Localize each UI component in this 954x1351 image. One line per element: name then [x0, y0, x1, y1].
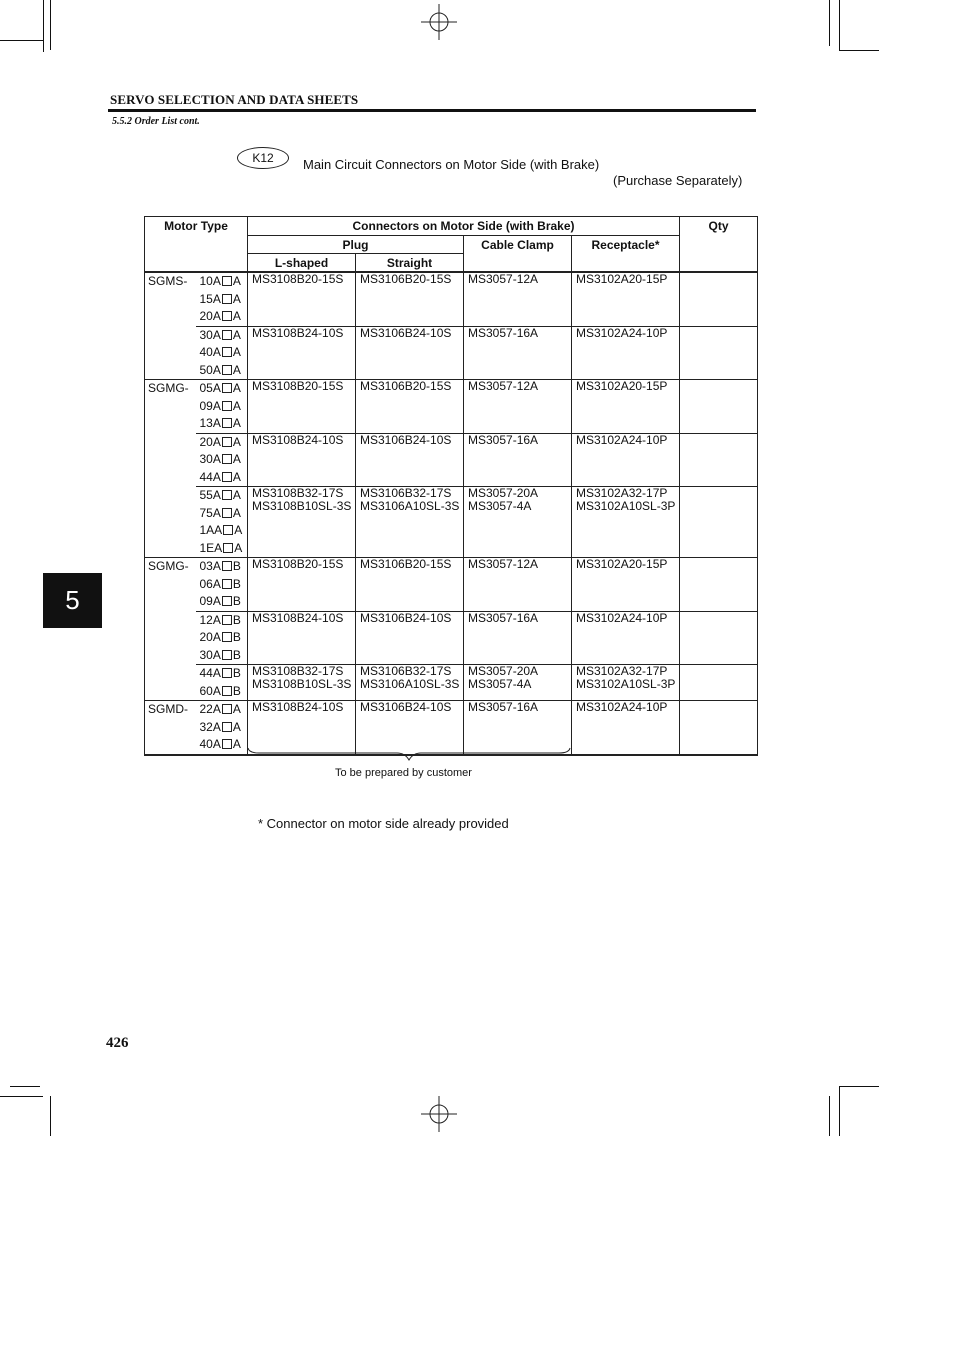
straight-cell: MS3106B32-17S MS3106A10SL-3S [356, 665, 464, 701]
l-shaped-cell: MS3108B24-10S [248, 611, 356, 665]
cable-clamp-cell: MS3057-12A [464, 380, 572, 434]
crop-mark [10, 1086, 40, 1087]
l-shaped-cell: MS3108B20-15S [248, 558, 356, 612]
table-row [145, 558, 758, 612]
model-list [196, 558, 248, 612]
model-code: 30A B [199, 647, 241, 662]
registration-mark-icon [421, 1096, 457, 1132]
model-list [196, 665, 248, 701]
placeholder-box-icon [222, 276, 232, 286]
placeholder-box-icon [222, 472, 232, 482]
placeholder-box-icon [222, 722, 232, 732]
section-title: SERVO SELECTION AND DATA SHEETS [110, 92, 359, 107]
registration-mark-icon [421, 4, 457, 40]
placeholder-box-icon [222, 561, 232, 571]
model-code: 75A A [199, 505, 241, 520]
header-straight: Straight [356, 254, 464, 273]
model-code: 09A B [199, 594, 241, 608]
model-code: 22A A [199, 702, 241, 716]
cable-clamp-cell: MS3057-20A MS3057-4A [464, 487, 572, 558]
qty-cell [680, 611, 758, 665]
table-row [145, 272, 758, 326]
model-code: 10A A [199, 274, 241, 288]
placeholder-box-icon [222, 490, 232, 500]
model-code: 03A B [199, 559, 241, 573]
model-code: 44A B [199, 666, 241, 680]
model-code: 05A A [199, 381, 241, 395]
chapter-tab: 5 [43, 573, 102, 628]
connector-table [144, 216, 758, 756]
placeholder-box-icon [222, 401, 232, 411]
cable-clamp-cell: MS3057-16A [464, 611, 572, 665]
l-shaped-cell: MS3108B20-15S [248, 272, 356, 326]
qty-cell [680, 665, 758, 701]
receptacle-cell: MS3102A24-10P [572, 611, 680, 665]
crop-mark [839, 1086, 879, 1087]
footnote: * Connector on motor side already provided [258, 816, 509, 831]
receptacle-cell: MS3102A24-10P [572, 326, 680, 380]
crop-mark [839, 0, 840, 50]
table-row [145, 487, 758, 558]
placeholder-box-icon [222, 632, 232, 642]
header-qty: Qty [680, 217, 758, 273]
cable-clamp-cell: MS3057-12A [464, 272, 572, 326]
header-cable-clamp: Cable Clamp [464, 236, 572, 273]
receptacle-cell: MS3102A32-17P MS3102A10SL-3P [572, 487, 680, 558]
straight-cell: MS3106B24-10S [356, 611, 464, 665]
model-code: 09A A [199, 398, 241, 413]
cable-clamp-cell: MS3057-16A [464, 433, 572, 487]
placeholder-box-icon [222, 418, 232, 428]
model-list [196, 326, 248, 380]
placeholder-box-icon [222, 311, 232, 321]
receptacle-cell: MS3102A20-15P [572, 558, 680, 612]
model-code: 32A A [199, 719, 241, 734]
receptacle-cell: MS3102A32-17P MS3102A10SL-3P [572, 665, 680, 701]
model-code: 44A A [199, 469, 241, 484]
qty-cell [680, 558, 758, 612]
model-list [196, 380, 248, 434]
model-code: 15A A [199, 291, 241, 306]
receptacle-cell: MS3102A24-10P [572, 433, 680, 487]
straight-cell: MS3106B24-10S [356, 326, 464, 380]
model-code: 12A B [199, 612, 241, 627]
model-code: 55A A [199, 488, 241, 502]
qty-cell [680, 487, 758, 558]
placeholder-box-icon [222, 650, 232, 660]
placeholder-box-icon [222, 365, 232, 375]
crop-mark [0, 1096, 43, 1097]
straight-cell: MS3106B20-15S [356, 558, 464, 612]
placeholder-box-icon [222, 668, 232, 678]
placeholder-box-icon [222, 347, 232, 357]
crop-mark [50, 1096, 51, 1136]
qty-cell [680, 701, 758, 755]
receptacle-cell: MS3102A20-15P [572, 380, 680, 434]
table-row [145, 611, 758, 665]
model-code: 20A A [199, 309, 241, 323]
table-heading: Main Circuit Connectors on Motor Side (with Brake) [303, 157, 600, 172]
table-row [145, 380, 758, 434]
table-row [145, 326, 758, 380]
crop-mark [43, 0, 44, 52]
purchase-note: (Purchase Separately) [613, 173, 743, 188]
model-code: 30A A [199, 452, 241, 466]
header-motor-type: Motor Type [145, 217, 248, 273]
crop-mark [0, 40, 43, 41]
placeholder-box-icon [222, 704, 232, 714]
cable-clamp-cell: MS3057-16A [464, 326, 572, 380]
straight-cell: MS3106B32-17S MS3106A10SL-3S [356, 487, 464, 558]
l-shaped-cell: MS3108B24-10S [248, 701, 356, 755]
model-code: 1AA A [199, 523, 243, 537]
page-number: 426 [106, 1035, 129, 1051]
placeholder-box-icon [222, 437, 232, 447]
straight-cell: MS3106B20-15S [356, 380, 464, 434]
model-code: 40A A [199, 345, 241, 359]
crop-mark [50, 0, 51, 50]
cable-clamp-cell: MS3057-12A [464, 558, 572, 612]
model-code: 1EA A [199, 540, 243, 555]
placeholder-box-icon [223, 543, 233, 553]
model-code: 20A A [199, 434, 241, 449]
straight-cell: MS3106B24-10S [356, 433, 464, 487]
model-code: 13A A [199, 416, 241, 430]
model-list [196, 701, 248, 755]
series-name: SGMD- [145, 701, 196, 755]
placeholder-box-icon [222, 686, 232, 696]
placeholder-box-icon [222, 596, 232, 606]
model-code: 60A B [199, 683, 241, 698]
model-list [196, 433, 248, 487]
crop-mark [829, 0, 830, 46]
series-name: SGMG- [145, 380, 196, 558]
table-row [145, 665, 758, 701]
header-rule [108, 109, 756, 112]
placeholder-box-icon [222, 579, 232, 589]
model-code: 20A B [199, 630, 241, 644]
header-plug: Plug [248, 236, 464, 254]
cable-clamp-cell: MS3057-20A MS3057-4A [464, 665, 572, 701]
receptacle-cell: MS3102A20-15P [572, 272, 680, 326]
model-list [196, 487, 248, 558]
qty-cell [680, 433, 758, 487]
qty-cell [680, 326, 758, 380]
model-list [196, 272, 248, 326]
l-shaped-cell: MS3108B24-10S [248, 326, 356, 380]
table-row [145, 433, 758, 487]
crop-mark [839, 1086, 840, 1136]
l-shaped-cell: MS3108B24-10S [248, 433, 356, 487]
placeholder-box-icon [222, 383, 232, 393]
subsection-label: 5.5.2 Order List cont. [112, 116, 200, 127]
placeholder-box-icon [223, 525, 233, 535]
cable-clamp-cell: MS3057-16A [464, 701, 572, 755]
series-name: SGMS- [145, 272, 196, 380]
brace-icon [247, 746, 572, 766]
l-shaped-cell: MS3108B32-17S MS3108B10SL-3S [248, 487, 356, 558]
header-l-shaped: L-shaped [248, 254, 356, 273]
placeholder-box-icon [222, 615, 232, 625]
model-code: 40A A [199, 737, 241, 751]
model-code: 06A B [199, 576, 241, 591]
brace-label: To be prepared by customer [335, 767, 472, 779]
header-connectors: Connectors on Motor Side (with Brake) [248, 217, 680, 236]
l-shaped-cell: MS3108B32-17S MS3108B10SL-3S [248, 665, 356, 701]
qty-cell [680, 272, 758, 326]
placeholder-box-icon [222, 739, 232, 749]
model-code: 50A A [199, 362, 241, 377]
model-code: 30A A [199, 327, 241, 342]
crop-mark [839, 50, 879, 51]
crop-mark [829, 1096, 830, 1136]
series-name: SGMG- [145, 558, 196, 701]
item-badge: K12 [237, 147, 289, 169]
receptacle-cell: MS3102A24-10P [572, 701, 680, 755]
model-list [196, 611, 248, 665]
placeholder-box-icon [222, 508, 232, 518]
placeholder-box-icon [222, 294, 232, 304]
header-receptacle: Receptacle* [572, 236, 680, 273]
straight-cell: MS3106B20-15S [356, 272, 464, 326]
placeholder-box-icon [222, 330, 232, 340]
straight-cell: MS3106B24-10S [356, 701, 464, 755]
qty-cell [680, 380, 758, 434]
l-shaped-cell: MS3108B20-15S [248, 380, 356, 434]
placeholder-box-icon [222, 454, 232, 464]
